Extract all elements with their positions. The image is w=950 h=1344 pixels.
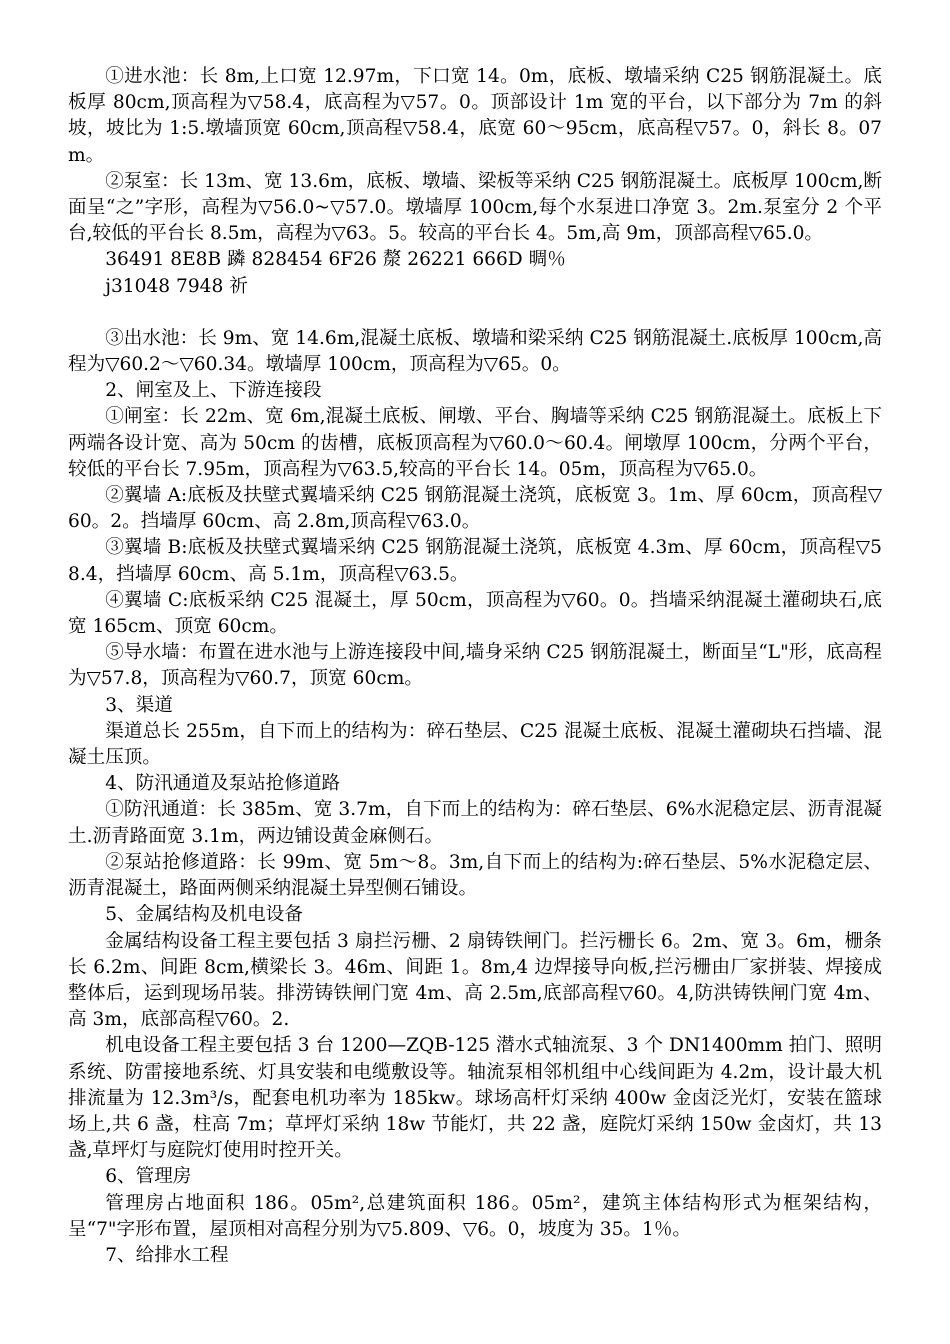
paragraph-wing-wall-c: ④翼墙 C:底板采纳 C25 混凝土，厚 50cm，顶高程为▽60。0。挡墙采纳混凝土灌砌块石,底宽 165cm、顶宽 60cm。 xyxy=(68,589,882,638)
paragraph-flood-road: ①防汛通道：长 385m、宽 3.7m，自下而上的结构为：碎石垫层、6%水泥稳定层、沥青混凝土.沥青路面宽 3.1m，两边铺设黄金麻侧石。 xyxy=(68,799,882,847)
section-heading: 3、渠道 xyxy=(105,694,173,716)
paragraph-intake-pool: ①进水池：长 8m,上口宽 12.97m，下口宽 14。0m，底板、墩墙采纳 C25 钢筋混凝土。底板厚 80cm,顶高程为▽58.4，底高程为▽57。0。顶部设计 1m 宽的平台，以下部分为 7m 的斜坡，坡比为 1:5.墩墙顶宽 60cm,顶高程▽58.4，底宽 60～95cm，底高程▽57。0，斜长 8。07m。 xyxy=(68,66,882,166)
section-heading: 4、防汛通道及泵站抢修道路 xyxy=(105,773,341,795)
garbled-code-line: 36491 8E8B 蹸 828454 6F26 漦 26221 666D 晭％ xyxy=(105,249,566,271)
paragraph-sluice-chamber: ①闸室：长 22m、宽 6m,混凝土底板、闸墩、平台、胸墙等采纳 C25 钢筋混凝土。底板上下两端各设计宽、高为 50cm 的齿槽，底板顶高程为▽60.0～60.4。闸墩厚 100cm，分两个平台，较低的平台长 7.95m，顶高程为▽63.5,较高的平台长 14。05m，顶高程为▽65.0。 xyxy=(68,406,882,480)
blank-line xyxy=(68,300,882,326)
paragraph-pump-room: ②泵室：长 13m、宽 13.6m，底板、墩墙、梁板等采纳 C25 钢筋混凝土。底板厚 100cm,断面呈“之”字形，高程为▽56.0~▽57.0。墩墙厚 100cm,每个水泵进口净宽 3。2m.泵室分 2 个平台,较低的平台长 8.5m，高程为▽63。5。较高的平台长 4。5m,高 9m，顶部高程▽65.0。 xyxy=(68,170,882,245)
section-heading: 2、闸室及上、下游连接段 xyxy=(105,380,322,402)
paragraph-wing-wall-b: ③翼墙 B:底板及扶壁式翼墙采纳 C25 钢筋混凝土浇筑，底板宽 4.3m、厚 60cm，顶高程▽58.4，挡墙厚 60cm、高 5.1m，顶高程▽63.5。 xyxy=(68,537,882,585)
section-heading: 5、金属结构及机电设备 xyxy=(105,904,303,926)
garbled-code-line: j31048 7948 祈 xyxy=(105,275,248,297)
section-heading: 7、给排水工程 xyxy=(105,1244,229,1266)
paragraph-metal-structures: 金属结构设备工程主要包括 3 扇拦污栅、2 扇铸铁闸门。拦污栅长 6。2m、宽 3。6m，栅条长 6.2m、间距 8cm,横梁长 3。46m、间距 1。8m,4 边焊接导向板,拦污栅由厂家拼装、焊接成整体后，运到现场吊装。排涝铸铁闸门宽 4m、高 2.5m,底部高程▽60。4,防洪铸铁闸门宽 4m、高 3m，底部高程▽60。2. xyxy=(68,930,882,1031)
paragraph-wing-wall-a: ②翼墙 A:底板及扶壁式翼墙采纳 C25 钢筋混凝土浇筑，底板宽 3。1m、厚 60cm，顶高程▽60。2。挡墙厚 60cm、高 2.8m,顶高程▽63.0。 xyxy=(68,485,882,533)
paragraph-management-house: 管理房占地面积 186。05m²,总建筑面积 186。05m²，建筑主体结构形式为框架结构，呈“7"字形布置，屋顶相对高程分别为▽5.809、▽6。0，坡度为 35。1％。 xyxy=(68,1192,882,1240)
paragraph-channel: 渠道总长 255m，自下而上的结构为：碎石垫层、C25 混凝土底板、混凝土灌砌块石挡墙、混凝土压顶。 xyxy=(68,720,882,769)
paragraph-guide-wall: ⑤导水墙：布置在进水池与上游连接段中间,墙身采纳 C25 钢筋混凝土，断面呈“L"形，底高程为▽57.8，顶高程为▽60.7，顶宽 60cm。 xyxy=(68,642,882,690)
section-heading: 6、管理房 xyxy=(105,1166,192,1188)
paragraph-electromechanical: 机电设备工程主要包括 3 台 1200—ZQB-125 潜水式轴流泵、3 个 DN1400mm 拍门、照明系统、防雷接地系统、灯具安装和电缆敷设等。轴流泵相邻机组中心线间距为 4.2m，设计最大机排流量为 12.3m³/s，配套电机功率为 185kw。球场高杆灯采纳 400w 金卤泛光灯，安装在篮球场上,共 6 盏，柱高 7m；草坪灯采纳 18w 节能灯，共 22 盏，庭院灯采纳 150w 金卤灯，共 13 盏,草坪灯与庭院灯使用时控开关。 xyxy=(68,1035,882,1162)
paragraph-repair-road: ②泵站抢修道路：长 99m、宽 5m～8。3m,自下而上的结构为:碎石垫层、5%水泥稳定层、沥青混凝土，路面两侧采纳混凝土异型侧石铺设。 xyxy=(68,851,882,900)
paragraph-outlet-pool: ③出水池：长 9m、宽 14.6m,混凝土底板、墩墙和梁采纳 C25 钢筋混凝土.底板厚 100cm,高程为▽60.2～▽60.34。墩墙厚 100cm，顶高程为▽65。0。 xyxy=(68,327,882,376)
